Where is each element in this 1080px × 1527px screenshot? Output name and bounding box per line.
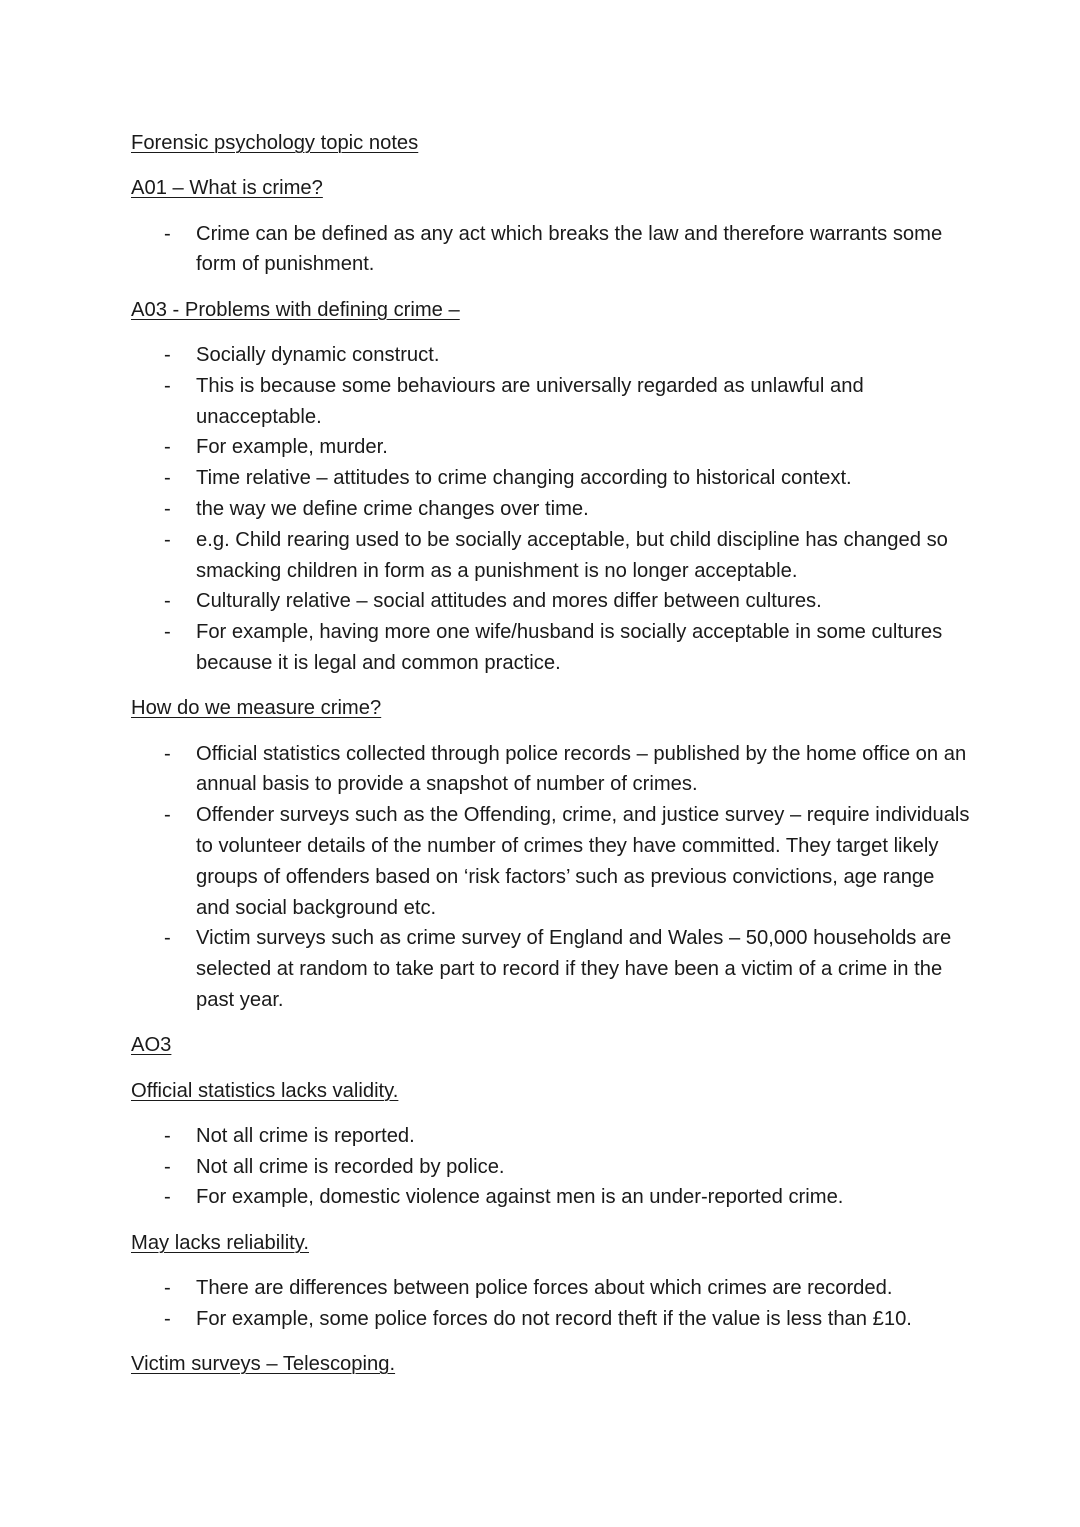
bullet-dash: - [164,1155,171,1178]
list-item [131,525,971,587]
bullet-dash: - [164,343,171,366]
list-item [131,1152,971,1183]
section-heading-what-is-crime: A01 – What is crime? [131,177,323,200]
bullet-dash: - [164,374,171,397]
bullet-dash: - [164,1277,171,1299]
bullet-list-reliability [131,1273,971,1335]
document-content [131,128,971,1394]
bullet-dash: - [164,590,171,613]
list-item [131,371,971,433]
list-item [131,800,971,923]
bullet-text: There are differences between police forces about which crimes are recorded. [196,1277,893,1299]
section-heading-ao3: AO3 [131,1034,172,1057]
bullet-text: Not all crime is recorded by police. [196,1155,505,1178]
bullet-dash: - [164,1307,171,1330]
bullet-dash: - [164,467,171,490]
list-item [131,1182,971,1213]
bullet-dash: - [164,1186,171,1209]
bullet-dash: - [164,528,171,551]
bullet-text: For example, murder. [196,436,388,459]
list-item [131,739,971,801]
bullet-text: For example, domestic violence against men is an under-reported crime. [196,1186,844,1209]
bullet-dash: - [164,497,171,520]
list-item [131,219,971,281]
bullet-text: Time relative – attitudes to crime changing according to historical context. [196,467,852,490]
list-item [131,617,971,679]
list-item [131,923,971,1015]
bullet-dash: - [164,927,171,950]
list-item [131,494,971,525]
bullet-text: For example, having more one wife/husband is socially acceptable in some cultures because it is legal and common practice. [196,621,943,674]
section-heading-problems-defining-crime: A03 - Problems with defining crime – [131,298,460,321]
bullet-dash: - [164,621,171,644]
bullet-dash: - [164,742,171,765]
list-item [131,1121,971,1152]
section-heading-validity: Official statistics lacks validity. [131,1079,399,1102]
bullet-dash: - [164,436,171,459]
bullet-list-what-is-crime [131,219,971,281]
list-item [131,1304,971,1335]
list-item [131,463,971,494]
list-item [131,586,971,617]
bullet-dash: - [164,804,171,827]
bullet-text: Crime can be defined as any act which breaks the law and therefore warrants some form of punishment. [196,222,943,276]
bullet-text: For example, some police forces do not record theft if the value is less than £10. [196,1307,912,1330]
bullet-list-validity [131,1121,971,1213]
list-item [131,432,971,463]
section-heading-measure-crime: How do we measure crime? [131,697,382,720]
section-heading-reliability: May lacks reliability. [131,1231,309,1254]
bullet-list-measure-crime [131,739,971,1016]
bullet-text: Official statistics collected through police records – published by the home office on an annual basis to provide a snapshot of number of crimes. [196,742,967,796]
list-item [131,340,971,371]
bullet-list-problems-defining-crime [131,340,971,679]
bullet-text: This is because some behaviours are universally regarded as unlawful and unacceptable. [196,374,864,428]
document-title: Forensic psychology topic notes [131,132,419,154]
bullet-text: Offender surveys such as the Offending, crime, and justice survey – require individuals to volunteer details of the number of crimes they have committed. They target likely groups of offenders based on ‘risk factors’ such as previous convictions, age range and social background etc. [196,804,970,919]
bullet-text: Socially dynamic construct. [196,343,440,366]
bullet-dash: - [164,1124,171,1147]
bullet-text: Not all crime is reported. [196,1124,415,1147]
section-heading-telescoping: Victim surveys – Telescoping. [131,1353,396,1376]
bullet-text: the way we define crime changes over time. [196,497,589,520]
bullet-dash: - [164,222,171,245]
bullet-text: e.g. Child rearing used to be socially acceptable, but child discipline has changed so smacking children in form as a punishment is no longer acceptable. [196,528,948,582]
bullet-text: Victim surveys such as crime survey of England and Wales – 50,000 households are selected at random to take part to record if they have been a victim of a crime in the past year. [196,927,952,1011]
list-item [131,1273,971,1304]
bullet-text: Culturally relative – social attitudes and mores differ between cultures. [196,590,822,613]
